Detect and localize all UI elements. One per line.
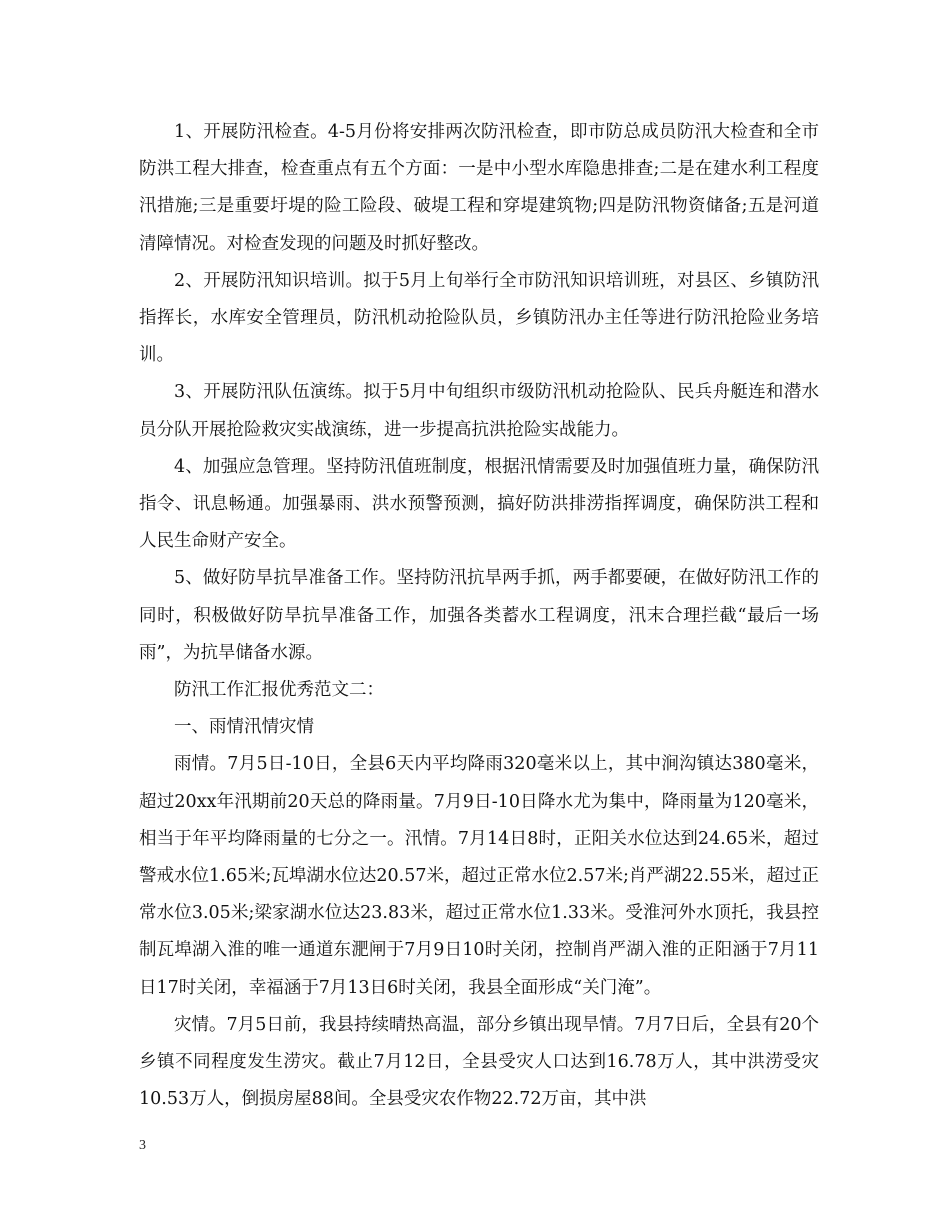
page-number: 3 xyxy=(139,1138,146,1153)
paragraph-emergency-management: 4、加强应急管理。坚持防汛值班制度，根据汛情需要及时加强值班力量，确保防汛指令、讯息畅通。加强暴雨、洪水预警预测，搞好防洪排涝指挥调度，确保防洪工程和人民生命财产安全。 xyxy=(139,456,819,552)
paragraph-flood-inspection: 1、开展防汛检查。4-5月份将安排两次防汛检查，即市防总成员防汛大检查和全市防洪工程大排查，检查重点有五个方面：一是中小型水库隐患排查;二是在建水利工程度汛措施;三是重要圩堤的险工险段、破堤工程和穿堤建筑物;四是防汛物资储备;五是河道清障情况。对检查发现的问题及时抓好整改。 xyxy=(139,122,819,254)
paragraph-drought-preparation: 5、做好防旱抗旱准备工作。坚持防汛抗旱两手抓，两手都要硬，在做好防汛工作的同时，积极做好防旱抗旱准备工作，加强各类蓄水工程调度，汛末合理拦截“最后一场雨”，为抗旱储备水源。 xyxy=(139,568,819,663)
section-title-sample-two: 防汛工作汇报优秀范文二： xyxy=(174,680,384,701)
paragraph-rain-and-flood: 雨情。7月5日-10日，全县6天内平均降雨320毫米以上，其中涧沟镇达380毫米，超过20xx年汛期前20天总的降雨量。7月9日-10日降水尤为集中，降雨量为120毫米，相当于年平均降雨量的七分之一。汛情。7月14日8时，正阳关水位达到24.65米，超过警戒水位1.65米;瓦埠湖水位达20.57米，超过正常水位2.57米;肖严湖22.55米，超过正常水位3.05米;梁家湖水位达23.83米，超过正常水位1.33米。受淮河外水顶托，我县控制瓦埠湖入淮的唯一通道东淝闸于7月9日10时关闭，控制肖严湖入淮的正阳涵于7月11日17时关闭，幸福涵于7月13日6时关闭，我县全面形成“关门淹”。 xyxy=(139,754,819,998)
section-heading-rain-flood-disaster: 一、雨情汛情灾情 xyxy=(174,717,314,738)
paragraph-flood-training: 2、开展防汛知识培训。拟于5月上旬举行全市防汛知识培训班，对县区、乡镇防汛指挥长，水库安全管理员，防汛机动抢险队员，乡镇防汛办主任等进行防汛抢险业务培训。 xyxy=(139,270,819,366)
document-body xyxy=(139,114,819,1118)
paragraph-disaster: 灾情。7月5日前，我县持续晴热高温，部分乡镇出现旱情。7月7日后，全县有20个乡镇不同程度发生涝灾。截止7月12日，全县受灾人口达到16.78万人，其中洪涝受灾10.53万人，倒损房屋88间。全县受灾农作物22.72万亩，其中洪 xyxy=(139,1014,819,1110)
paragraph-team-drill: 3、开展防汛队伍演练。拟于5月中旬组织市级防汛机动抢险队、民兵舟艇连和潜水员分队开展抢险救灾实战演练，进一步提高抗洪抢险实战能力。 xyxy=(139,382,819,440)
